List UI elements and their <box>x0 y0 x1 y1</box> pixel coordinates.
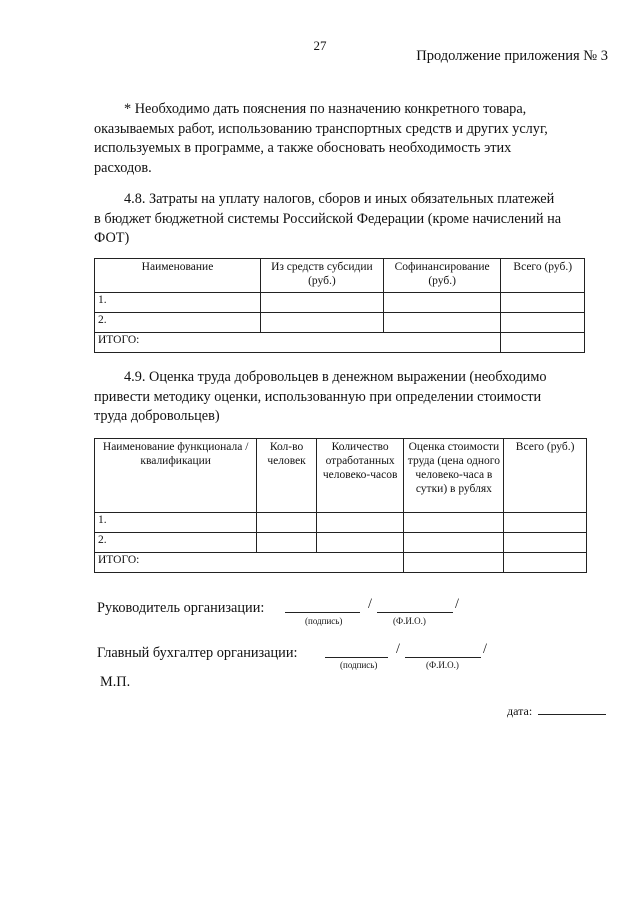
head-fio-line[interactable] <box>377 598 453 613</box>
table-cell[interactable] <box>504 553 587 573</box>
table-header: Всего (руб.) <box>504 439 587 513</box>
table-cell[interactable] <box>257 513 316 533</box>
section-4-9 <box>94 368 606 427</box>
section-line: 4.8. Затраты на уплату налогов, сборов и иных обязательных платежей <box>124 191 555 207</box>
section-4-8 <box>94 190 606 249</box>
table-cell[interactable] <box>316 533 404 553</box>
table-cell[interactable] <box>383 293 501 313</box>
table-row <box>95 513 587 533</box>
date-line[interactable] <box>538 701 606 715</box>
accountant-signature-label: Главный бухгалтер организации: <box>97 645 298 661</box>
fio-caption: (Ф.И.О.) <box>393 616 426 626</box>
page-number: 27 <box>313 38 327 53</box>
table-cell[interactable] <box>501 333 585 353</box>
table-cell[interactable] <box>404 533 504 553</box>
head-signature-label: Руководитель организации: <box>97 600 265 616</box>
table-row <box>95 293 585 313</box>
section-line: труда добровольцев) <box>94 408 220 424</box>
table-cell[interactable] <box>383 313 501 333</box>
fio-caption: (Ф.И.О.) <box>426 660 459 670</box>
table-header: Из средств субсидии (руб.) <box>261 259 384 293</box>
table-cell[interactable] <box>501 313 585 333</box>
section-line: привести методику оценки, использованную при определении стоимости <box>94 388 542 405</box>
continuation-header: Продолжение приложения № 3 <box>416 48 608 64</box>
signature-caption: (подпись) <box>340 660 378 670</box>
total-label: ИТОГО: <box>95 333 501 353</box>
head-signature-line[interactable] <box>285 598 360 613</box>
table-header: Оценка стоимости труда (цена одного человеко-часа в сутки) в рублях <box>404 439 504 513</box>
table-header: Кол-во человек <box>257 439 316 513</box>
row-label: 2. <box>95 313 261 333</box>
table-header: Количество отработанных человеко-часов <box>316 439 404 513</box>
table-row <box>95 333 585 353</box>
table-cell[interactable] <box>504 513 587 533</box>
volunteers-table <box>94 438 587 573</box>
table-cell[interactable] <box>504 533 587 553</box>
date-label: дата: <box>507 704 533 718</box>
note-line: оказываемых работ, использованию транспортных средств и других услуг, <box>94 120 548 137</box>
row-label: 1. <box>95 293 261 313</box>
signature-caption: (подпись) <box>305 616 343 626</box>
table-header: Наименование <box>95 259 261 293</box>
table-header: Наименование функционала / квалификации <box>95 439 257 513</box>
note-paragraph <box>94 100 606 178</box>
table-cell[interactable] <box>261 293 384 313</box>
note-line: * Необходимо дать пояснения по назначению конкретного товара, <box>124 101 527 117</box>
section-line: 4.9. Оценка труда добровольцев в денежном выражении (необходимо <box>124 369 547 385</box>
table-row <box>95 533 587 553</box>
section-line: ФОТ) <box>94 230 130 246</box>
table-header: Софинансирование (руб.) <box>383 259 501 293</box>
table-cell[interactable] <box>257 533 316 553</box>
total-label: ИТОГО: <box>95 553 404 573</box>
table-cell[interactable] <box>316 513 404 533</box>
row-label: 2. <box>95 533 257 553</box>
section-line: в бюджет бюджетной системы Российской Федерации (кроме начислений на <box>94 210 562 227</box>
table-cell[interactable] <box>261 313 384 333</box>
note-line: используемых в программе, а также обосновать необходимость этих <box>94 140 512 156</box>
table-cell[interactable] <box>501 293 585 313</box>
accountant-signature-line[interactable] <box>325 643 388 658</box>
accountant-fio-line[interactable] <box>405 643 481 658</box>
table-row <box>95 553 587 573</box>
taxes-table <box>94 258 585 353</box>
table-cell[interactable] <box>404 513 504 533</box>
table-header: Всего (руб.) <box>501 259 585 293</box>
row-label: 1. <box>95 513 257 533</box>
note-line: расходов. <box>94 159 152 176</box>
stamp-placeholder: М.П. <box>100 674 131 690</box>
table-cell[interactable] <box>404 553 504 573</box>
table-row <box>95 313 585 333</box>
